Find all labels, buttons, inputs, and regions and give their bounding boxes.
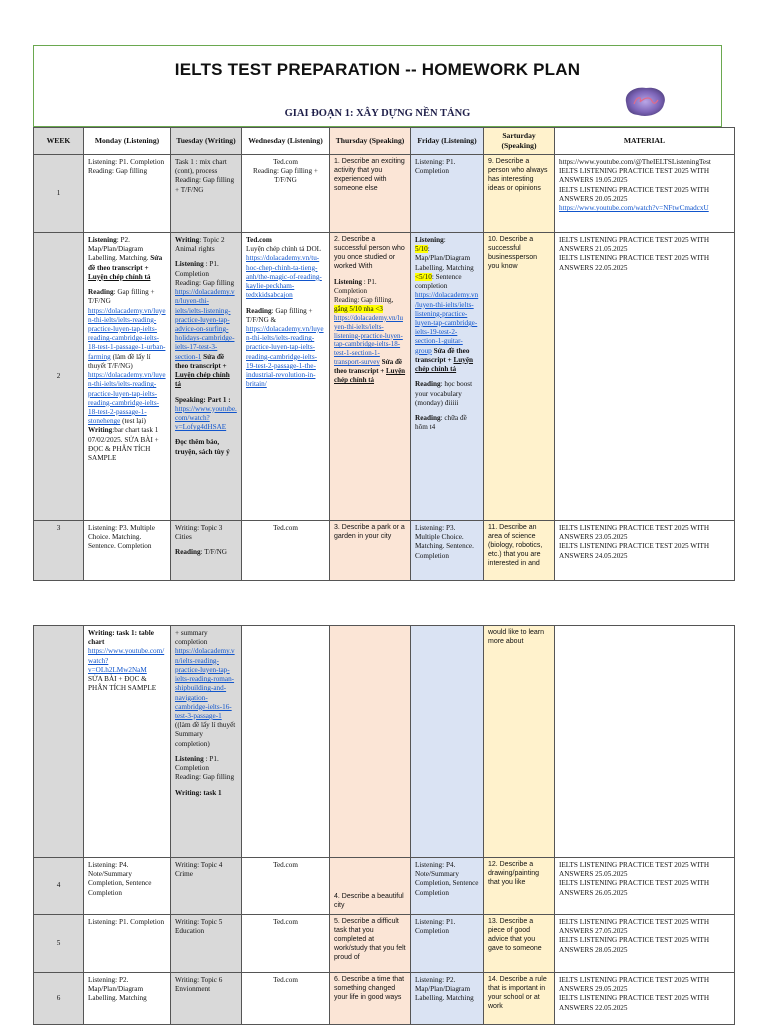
highlight-note: 5/10 bbox=[415, 245, 428, 254]
label: Writing: task 1: table chart bbox=[88, 629, 154, 647]
thursday-cell bbox=[330, 233, 411, 521]
material-text: IELTS LISTENING PRACTICE TEST 2025 WITH ANSWERS 28.05.2025 bbox=[559, 936, 710, 954]
thursday-cell: 1. Describe an exciting activity that you experienced with someone else bbox=[330, 155, 411, 233]
tuesday-cell bbox=[171, 973, 242, 1025]
highlight-note: gắng 5/10 nha <3 bbox=[334, 304, 383, 313]
wednesday-cell: Ted.com bbox=[242, 521, 330, 581]
wednesday-cell bbox=[242, 233, 330, 521]
friday-cell: Listening: P2. Map/Plan/Diagram Labelling. Matching bbox=[411, 973, 484, 1025]
monday-cell bbox=[84, 233, 171, 521]
material-cell bbox=[555, 915, 735, 973]
label: Luyện chép chính tả bbox=[175, 371, 230, 389]
material-cell bbox=[555, 233, 735, 521]
friday-cell bbox=[411, 233, 484, 521]
cell-text: Listening: P1. Completion bbox=[88, 158, 165, 166]
tuesday-cell bbox=[171, 915, 242, 973]
label: Ted.com bbox=[246, 236, 272, 244]
label: Speaking: Part 1 : bbox=[175, 395, 231, 404]
cell-text: Task 1 : mix chart (cont), process bbox=[175, 158, 227, 176]
material-text: IELTS LISTENING PRACTICE TEST 2025 WITH ANSWERS 19.05.2025 bbox=[559, 167, 710, 185]
label: Reading bbox=[88, 288, 114, 297]
week-number: 1 bbox=[34, 155, 84, 233]
table-row bbox=[34, 973, 735, 1025]
table-row bbox=[34, 233, 735, 521]
table-row bbox=[34, 858, 735, 915]
label: Listening bbox=[175, 260, 204, 269]
brand-logo bbox=[622, 84, 668, 118]
thursday-cell: 4. Describe a beautiful city bbox=[330, 858, 411, 915]
cell-text: : P1. Completion bbox=[334, 277, 377, 295]
label: Writing bbox=[175, 236, 200, 244]
label: Listening bbox=[88, 236, 117, 244]
wednesday-cell bbox=[242, 155, 330, 233]
material-text: IELTS LISTENING PRACTICE TEST 2025 WITH ANSWERS 21.05.2025 bbox=[559, 236, 710, 254]
cell-text: Luyện chép chính tả DOL bbox=[246, 245, 321, 254]
cell-text: :bar chart task 1 07/02/2025. SỬA BÀI + ĐỌC & PHÂN TÍCH SAMPLE bbox=[88, 426, 159, 463]
table-header-row bbox=[34, 128, 735, 155]
cell-text: : Sentence completion bbox=[415, 272, 462, 291]
cell-text: Reading: Gap filling, bbox=[334, 295, 394, 304]
saturday-cell: would like to learn more about bbox=[484, 626, 555, 858]
cell-text: : P1. Completion bbox=[175, 260, 219, 278]
tuesday-cell bbox=[171, 858, 242, 915]
col-friday: Friday (Listening) bbox=[411, 128, 484, 155]
listening-link[interactable]: https://dolacademy.vn/luyen-thi-ielts/ielts-listening-practice-luyen-tap-advice-on-surfing-holidays-cambridge-ielts-17-test-3-section-1 bbox=[175, 288, 235, 361]
listening-link[interactable]: https://dolacademy.vn/luyen-thi-ielts/ielts-listening-practice-luyen-tap-cambridge-ielts-19-test-2-section-1-guitar-group bbox=[415, 291, 479, 355]
col-week: WEEK bbox=[34, 128, 84, 155]
thursday-cell: 3. Describe a park or a garden in your city bbox=[330, 521, 411, 581]
tuesday-cell bbox=[171, 155, 242, 233]
material-cell bbox=[555, 521, 735, 581]
cell-text: Reading: Gap filling + T/F/NG bbox=[175, 176, 235, 194]
cell-text: : T/F/NG bbox=[200, 548, 227, 557]
wednesday-cell: Ted.com bbox=[242, 973, 330, 1025]
col-tuesday: Tuesday (Writing) bbox=[171, 128, 242, 155]
cell-text: Animal rights bbox=[175, 245, 215, 254]
material-cell bbox=[555, 973, 735, 1025]
page-subtitle: GIAI ĐOẠN 1: XÂY DỰNG NỀN TẢNG bbox=[284, 108, 471, 119]
saturday-cell: 10. Describe a successful businessperson you know bbox=[484, 233, 555, 521]
label: Writing bbox=[88, 426, 113, 435]
label: Sửa đề theo transcript + bbox=[88, 254, 163, 272]
cell-text: : chữa đề hôm t4 bbox=[415, 413, 467, 432]
label: Writing: task 1 bbox=[175, 788, 222, 797]
friday-cell: Listening: P1. Completion bbox=[411, 915, 484, 973]
material-text: IELTS LISTENING PRACTICE TEST 2025 WITH ANSWERS 22.05.2025 bbox=[559, 254, 710, 272]
label: Reading bbox=[415, 380, 441, 389]
cell-text: Reading: Gap filling bbox=[175, 278, 235, 287]
label: Luyện chép chính tả bbox=[88, 272, 151, 281]
col-thursday: Thursday (Speaking) bbox=[330, 128, 411, 155]
monday-cell bbox=[84, 155, 171, 233]
writing-link[interactable]: https://www.youtube.com/watch?v=OLh2LMw2NaM bbox=[88, 647, 165, 674]
material-text: IELTS LISTENING PRACTICE TEST 2025 WITH ANSWERS 20.05.2025 bbox=[559, 185, 710, 203]
cell-text: : Gap filling + T/F/NG bbox=[88, 288, 155, 306]
material-text: https://www.youtube.com/@TheIELTSListeningTest bbox=[559, 158, 711, 166]
cell-text: Writing: Topic 3 bbox=[175, 524, 223, 532]
plan-table-bottom bbox=[33, 625, 735, 1025]
material-cell bbox=[555, 155, 735, 233]
label: Sửa đề theo transcript + bbox=[415, 346, 470, 364]
saturday-cell: 11. Describe an area of science (biology, robotics, etc.) that you are interested in and bbox=[484, 521, 555, 581]
col-monday: Monday (Listening) bbox=[84, 128, 171, 155]
cell-text: Writing: Topic 5 bbox=[175, 918, 223, 926]
friday-cell: Listening: P1. Completion bbox=[411, 155, 484, 233]
cell-text: Reading: Gap filling bbox=[88, 167, 148, 176]
cell-text: Crime bbox=[175, 870, 193, 879]
thursday-cell: 5. Describe a difficult task that you completed at work/study that you felt proud of bbox=[330, 915, 411, 973]
monday-cell: Listening: P2. Map/Plan/Diagram Labelling. Matching bbox=[84, 973, 171, 1025]
cell-text: Reading: Gap filling bbox=[175, 773, 235, 782]
cell-text: Envionment bbox=[175, 985, 211, 994]
cell-text: SỬA BÀI + ĐỌC & PHÂN TÍCH SAMPLE bbox=[88, 675, 157, 693]
plan-table-top bbox=[33, 127, 735, 581]
week-number: 6 bbox=[34, 973, 84, 1025]
cell-text: Writing: Topic 4 bbox=[175, 861, 223, 869]
friday-cell: Listening: P3. Multiple Choice. Matching. Sentence. Completion bbox=[411, 521, 484, 581]
monday-cell: Listening: P4. Note/Summary Completion, Sentence Completion bbox=[84, 858, 171, 915]
cell-text: : học boost your vocabulary (monday) điiiii bbox=[415, 380, 473, 407]
label: Listening bbox=[175, 754, 204, 763]
material-link[interactable]: https://www.youtube.com/watch?v=NFtwCmadcxU bbox=[559, 204, 709, 213]
friday-cell bbox=[411, 626, 484, 858]
saturday-cell: 9. Describe a person who always has interesting ideas or opinions bbox=[484, 155, 555, 233]
page-header bbox=[33, 45, 722, 127]
cell-text: : P1. Completion bbox=[175, 754, 219, 773]
label: Sửa đề theo transcript + bbox=[334, 358, 402, 376]
cell-text: Writing: Topic 6 bbox=[175, 976, 223, 984]
cell-text: : bbox=[443, 236, 446, 244]
reading-link[interactable]: https://dolacademy.vn/luyen-thi-ielts/ielts-reading-practice-luyen-tap-ielts-reading-cambridge-ielts-19-test-2-passage-1-the-industrial-revolution-in-britain/ bbox=[246, 324, 324, 389]
wednesday-cell: Ted.com bbox=[242, 858, 330, 915]
material-text: IELTS LISTENING PRACTICE TEST 2025 WITH ANSWERS 23.05.2025 bbox=[559, 524, 710, 542]
cell-text: : Gap filling + T/F/NG & bbox=[246, 306, 313, 324]
tuesday-cell bbox=[171, 626, 242, 858]
reading-link[interactable]: https://dolacademy.vn/ielts-reading-practice-luyen-tap-ielts-reading-roman-shipbuilding-and-navigation-cambridge-ielts-16-test-3-passage-1 bbox=[175, 647, 235, 720]
saturday-cell: 13. Describe a piece of good advice that you gave to someone bbox=[484, 915, 555, 973]
material-text: IELTS LISTENING PRACTICE TEST 2025 WITH ANSWERS 27.05.2025 bbox=[559, 918, 710, 936]
label: Reading bbox=[246, 306, 272, 315]
saturday-cell: 12. Describe a drawing/painting that you like bbox=[484, 858, 555, 915]
material-text: IELTS LISTENING PRACTICE TEST 2025 WITH ANSWERS 26.05.2025 bbox=[559, 879, 710, 897]
material-cell bbox=[555, 626, 735, 858]
monday-cell: Listening: P1. Completion bbox=[84, 915, 171, 973]
monday-cell bbox=[84, 626, 171, 858]
cell-text: : Topic 2 bbox=[199, 236, 225, 244]
label: Đọc thêm báo, truyện, sách tùy ý bbox=[175, 438, 230, 456]
material-text: IELTS LISTENING PRACTICE TEST 2025 WITH ANSWERS 29.05.2025 bbox=[559, 976, 710, 994]
week-number: 2 bbox=[34, 233, 84, 521]
material-text: IELTS LISTENING PRACTICE TEST 2025 WITH ANSWERS 22.05.2025 bbox=[559, 994, 710, 1012]
table-row bbox=[34, 626, 735, 858]
cell-text: Ted.com bbox=[273, 158, 298, 166]
cell-text: Reading: Gap filling + T/F/NG bbox=[253, 167, 318, 185]
cell-text: : P2. Map/Plan/Diagram Labelling. Matching. bbox=[88, 236, 149, 263]
wednesday-cell: Ted.com bbox=[242, 915, 330, 973]
label: Listening bbox=[334, 277, 363, 286]
week-number: 4 bbox=[34, 858, 84, 915]
table-row bbox=[34, 915, 735, 973]
tuesday-cell bbox=[171, 521, 242, 581]
week-number: 3 bbox=[34, 521, 84, 581]
thursday-cell bbox=[330, 626, 411, 858]
col-wednesday: Wednesday (Listening) bbox=[242, 128, 330, 155]
tuesday-cell bbox=[171, 233, 242, 521]
week-number: 5 bbox=[34, 915, 84, 973]
listening-link[interactable]: https://dolacademy.vn/luyen-thi-ielts/ielts-listening-practice-luyen-tap-cambridge-ielts-18-test-1-section-1-transport-survey bbox=[334, 313, 403, 367]
material-text: IELTS LISTENING PRACTICE TEST 2025 WITH ANSWERS 24.05.2025 bbox=[559, 542, 710, 560]
label: Luyện chép chính tả bbox=[334, 367, 406, 385]
dictation-link[interactable]: https://dolacademy.vn/tu-hoc-chep-chinh-ta-tieng-anh/the-magic-of-reading-kaylie-peckham-tedxkidsabcajon bbox=[246, 254, 322, 300]
col-material: MATERIAL bbox=[555, 128, 735, 155]
cell-text: 2. Describe a successful person who you once studied or worked With bbox=[334, 236, 405, 270]
reading-link[interactable]: https://dolacademy.vn/luyen-thi-ielts/ielts-reading-practice-luyen-tap-ielts-reading-cambridge-ielts-18-test-1-passage-1-urban-farming bbox=[88, 306, 166, 361]
label: Listening bbox=[415, 236, 444, 244]
table-row bbox=[34, 521, 735, 581]
friday-cell: Listening: P4. Note/Summary Completion, Sentence Completion bbox=[411, 858, 484, 915]
cell-text: : Map/Plan/Diagram Labelling. Matching bbox=[415, 245, 474, 272]
wednesday-cell bbox=[242, 626, 330, 858]
reading-link[interactable]: https://dolacademy.vn/luyen-thi-ielts/ielts-reading-practice-luyen-tap-ielts-reading-cambridge-ielts-18-test-2-passage-1-stonehenge bbox=[88, 371, 166, 426]
material-cell bbox=[555, 858, 735, 915]
material-text: IELTS LISTENING PRACTICE TEST 2025 WITH ANSWERS 25.05.2025 bbox=[559, 861, 710, 879]
label: Reading bbox=[175, 548, 201, 557]
table-row bbox=[34, 155, 735, 233]
label: Luyện chép chính tả bbox=[415, 355, 474, 374]
cell-text: Education bbox=[175, 927, 205, 936]
cell-text: ((làm đề lấy lí thuyết Summary completion) bbox=[175, 721, 236, 748]
thursday-cell: 6. Describe a time that something changed your life in good ways bbox=[330, 973, 411, 1025]
label: Sửa đề theo transcript + bbox=[175, 352, 227, 370]
col-saturday: Sarturday (Speaking) bbox=[484, 128, 555, 155]
page-title: IELTS TEST PREPARATION -- HOMEWORK PLAN bbox=[174, 60, 581, 79]
saturday-cell: 14. Describe a rule that is important in your school or at work bbox=[484, 973, 555, 1025]
cell-text: (test lại) bbox=[120, 417, 146, 426]
label: Reading bbox=[415, 413, 441, 422]
cell-text: (làm đề lấy lí thuyết T/F/NG) bbox=[88, 352, 151, 370]
cell-text: Cities bbox=[175, 533, 192, 542]
highlight-note: <5/10 bbox=[415, 272, 432, 281]
speaking-link[interactable]: https://www.youtube.com/watch?v=Lofyg4dHSAE bbox=[175, 404, 237, 432]
week-number bbox=[34, 626, 84, 858]
monday-cell: Listening: P3. Multiple Choice. Matching. Sentence. Completion bbox=[84, 521, 171, 581]
cell-text: + summary completion bbox=[175, 629, 208, 647]
